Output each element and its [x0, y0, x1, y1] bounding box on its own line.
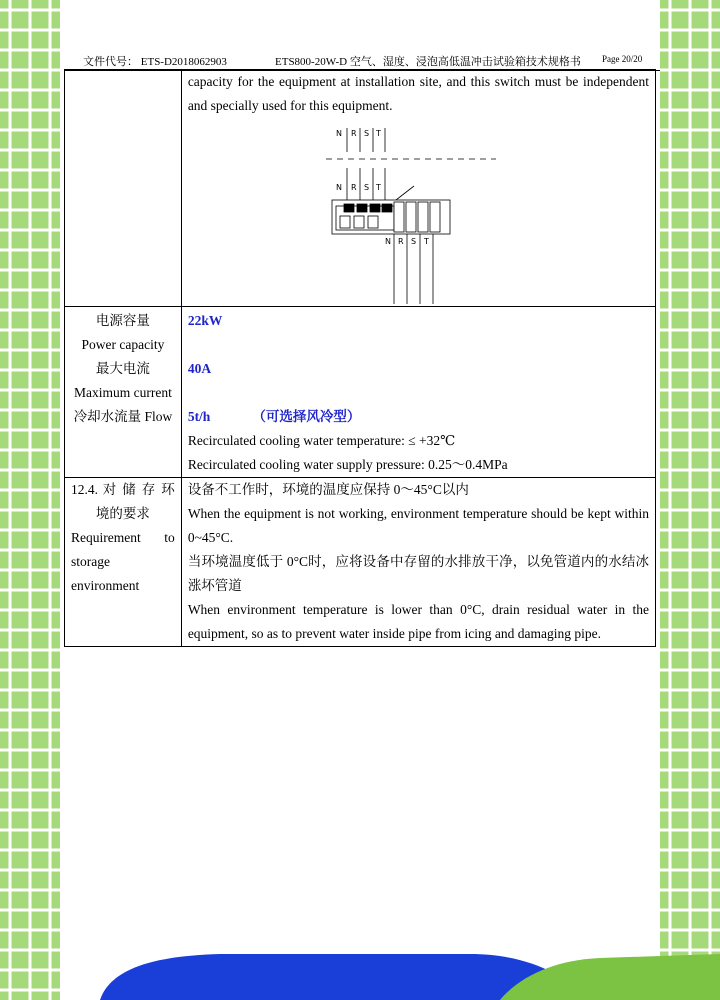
wire-label-top-r: R	[350, 129, 357, 138]
wire-label-top-t: T	[375, 129, 381, 138]
cooling-flow-value: 5t/h	[187, 409, 211, 424]
table-row-power	[65, 307, 656, 478]
power-label-cell	[65, 307, 182, 478]
storage-label-line-4: storage	[71, 554, 110, 569]
storage-label-line-3: Requirement to	[71, 530, 175, 545]
cooling-flow-label: 冷却水流量 Flow	[73, 409, 173, 424]
document-title: ETS800-20W-D 空气、湿度、浸泡高低温冲击试验箱技术规格书	[275, 56, 581, 68]
wire-label-bottom-s: S	[410, 237, 416, 246]
power-capacity-label-en: Power capacity	[81, 337, 165, 352]
storage-value-cell	[181, 478, 655, 647]
document-page	[60, 0, 660, 1000]
table-row-storage	[65, 478, 656, 647]
wire-label-top-s: S	[363, 129, 369, 138]
wire-label-mid-s: S	[363, 183, 369, 192]
document-code: 文件代号： ETS-D2018062903	[83, 56, 227, 68]
page-header	[65, 50, 660, 71]
storage-label-line-2: 境的要求	[95, 506, 150, 521]
power-value-cell	[181, 307, 655, 478]
water-pressure-spec: Recirculated cooling water supply pressure: 0.25～0.4MPa	[187, 457, 508, 472]
max-current-label-cn: 最大电流	[95, 361, 150, 376]
background-grid-left	[0, 0, 60, 1000]
water-temperature-spec: Recirculated cooling water temperature: ≤ +32℃	[187, 433, 456, 448]
storage-label-cell	[65, 478, 182, 647]
switch-description: capacity for the equipment at installation site, and this switch must be independent and specially used for this equipment.	[187, 74, 649, 113]
wire-label-bottom-t: T	[423, 237, 429, 246]
power-capacity-value: 22kW	[187, 313, 223, 328]
drain-water-en: When environment temperature is lower than 0°C, drain residual water in the equipment, so as to prevent water inside pipe from icing and damaging pipe.	[187, 602, 649, 641]
background-grid-right	[660, 0, 720, 1000]
storage-label-line-1: 12.4. 对 储 存 环	[71, 482, 175, 497]
wire-label-mid-t: T	[375, 183, 381, 192]
wire-label-mid-r: R	[350, 183, 357, 192]
switch-description-cell	[181, 70, 655, 307]
max-current-label-en: Maximum current	[73, 385, 172, 400]
storage-temp-en: When the equipment is not working, environment temperature should be kept within 0~45°C.	[187, 506, 649, 545]
footer-wave-decoration	[0, 890, 720, 1000]
empty-label-cell	[65, 70, 182, 307]
storage-temp-cn: 设备不工作时，环境的温度应保持 0～45°C以内	[187, 482, 469, 497]
storage-label-line-5: environment	[71, 578, 140, 593]
wire-label-top-n: N	[335, 129, 342, 138]
page-number: Page 20/20	[602, 54, 643, 64]
spec-table	[64, 69, 656, 647]
cooling-flow-note: （可选择风冷型）	[252, 409, 361, 424]
cooling-flow-row	[188, 405, 649, 429]
table-row-switch	[65, 70, 656, 307]
power-switch-wiring-diagram	[326, 124, 496, 306]
power-capacity-label-cn: 电源容量	[95, 313, 150, 328]
wire-label-bottom-n: N	[384, 237, 391, 246]
drain-water-cn: 当环境温度低于 0°C时，应将设备中存留的水排放干净，以免管道内的水结冰涨坏管道	[187, 554, 649, 593]
wire-label-mid-n: N	[335, 183, 342, 192]
max-current-value: 40A	[187, 361, 212, 376]
wire-label-bottom-r: R	[397, 237, 404, 246]
